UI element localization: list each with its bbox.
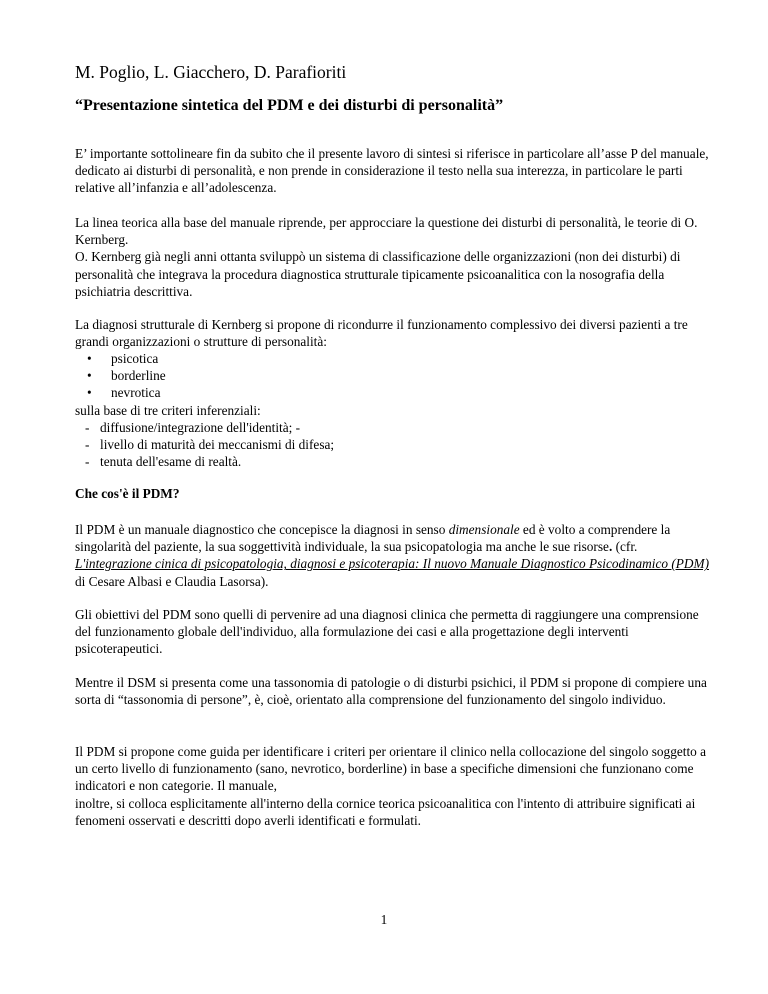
bullet-icon: •	[87, 368, 92, 384]
authors-line: M. Poglio, L. Giacchero, D. Parafioriti	[75, 62, 347, 82]
reference-title: L'integrazione cinica di psicopatologia, diagnosi e psicoterapia: Il nuovo Manuale Diagnostico Psicodinamico (PDM)	[75, 556, 709, 572]
list-item: - livello di maturità dei meccanismi di difesa;	[85, 437, 335, 453]
theory-line-2: O. Kernberg già negli anni ottanta sviluppò un sistema di classificazione delle organizzazioni (non dei disturbi) di personalità che integrava la procedura diagnostica strutturale tipicamente psicoanalitica con la nosografia della psichiatria descrittiva.	[75, 249, 681, 299]
criteria-intro: sulla base di tre criteri inferenziali:	[75, 403, 261, 418]
pdm-paragraph-2: Gli obiettivi del PDM sono quelli di pervenire ad una diagnosi clinica che permetta di raggiungere una comprensione del funzionamento globale dell'individuo, alla formulazione dei casi e alla progettazione degli interventi psicoterapeutici.	[75, 607, 699, 657]
list-item: - diffusione/integrazione dell'identità; -	[85, 420, 301, 435]
page-number: 1	[380, 912, 388, 927]
dash-icon: -	[85, 437, 90, 453]
dash-icon: -	[85, 420, 90, 435]
theory-paragraph	[75, 214, 715, 300]
bullet-icon: •	[87, 351, 92, 366]
bullet-icon: •	[87, 385, 92, 401]
criteria-list	[75, 419, 675, 471]
dash-icon: -	[85, 454, 90, 470]
organizations-list	[75, 350, 675, 402]
list-item: • nevrotica	[87, 385, 161, 401]
pdm-paragraph-3: Mentre il DSM si presenta come una tassonomia di patologie o di disturbi psichici, il PDM si propone di compiere una sorta di “tassonomia di persone”, è, cioè, orientato alla comprensione del funzionamento del singolo individuo.	[75, 675, 707, 708]
list-item: • borderline	[87, 368, 166, 384]
section-heading: Che cos'è il PDM?	[75, 486, 180, 501]
structural-diagnosis-paragraph: La diagnosi strutturale di Kernberg si propone di ricondurre il funzionamento complessivo dei diversi pazienti a tre grandi organizzazioni o strutture di personalità:	[75, 317, 688, 350]
intro-paragraph: E’ importante sottolineare fin da subito che il presente lavoro di sintesi si riferisce in particolare all’asse P del manuale, dedicato ai disturbi di personalità, e non prende in considerazione il testo nella sua interezza, in particolare le parti relative all’infanzia e all’adolescenza.	[75, 146, 709, 196]
list-item: - tenuta dell'esame di realtà.	[85, 454, 242, 470]
document-title: “Presentazione sintetica del PDM e dei disturbi di personalità”	[75, 97, 504, 114]
pdm-paragraph-1: Il PDM è un manuale diagnostico che concepisce la diagnosi in senso dimensionale ed è volto a comprendere la singolarità del paziente, la sua soggettività individuale, la sua psicopatologia ma anche le sue risorse. (cfr. L'integrazione cinica di psicopatologia, diagnosi e psicoterapia: Il nuovo Manuale Diagnostico Psicodinamico (PDM) di Cesare Albasi e Claudia Lasorsa).	[75, 522, 709, 589]
theory-line-1: La linea teorica alla base del manuale riprende, per approcciare la questione dei disturbi di personalità, le teorie di O. Kernberg.	[75, 215, 698, 248]
pdm-paragraph-4: Il PDM si propone come guida per identificare i criteri per orientare il clinico nella collocazione del singolo soggetto a un certo livello di funzionamento (sano, nevrotico, borderline) in base a specifiche dimensioni che funzionano come indicatori e non categorie. Il manuale, inoltre, si colloca esplicitamente all'interno della cornice teorica psicoanalitica con l'intento di attribuire significati ai fenomeni osservati e descritti dopo averli identificati e formulati.	[75, 744, 707, 828]
list-item: • psicotica	[87, 351, 159, 366]
